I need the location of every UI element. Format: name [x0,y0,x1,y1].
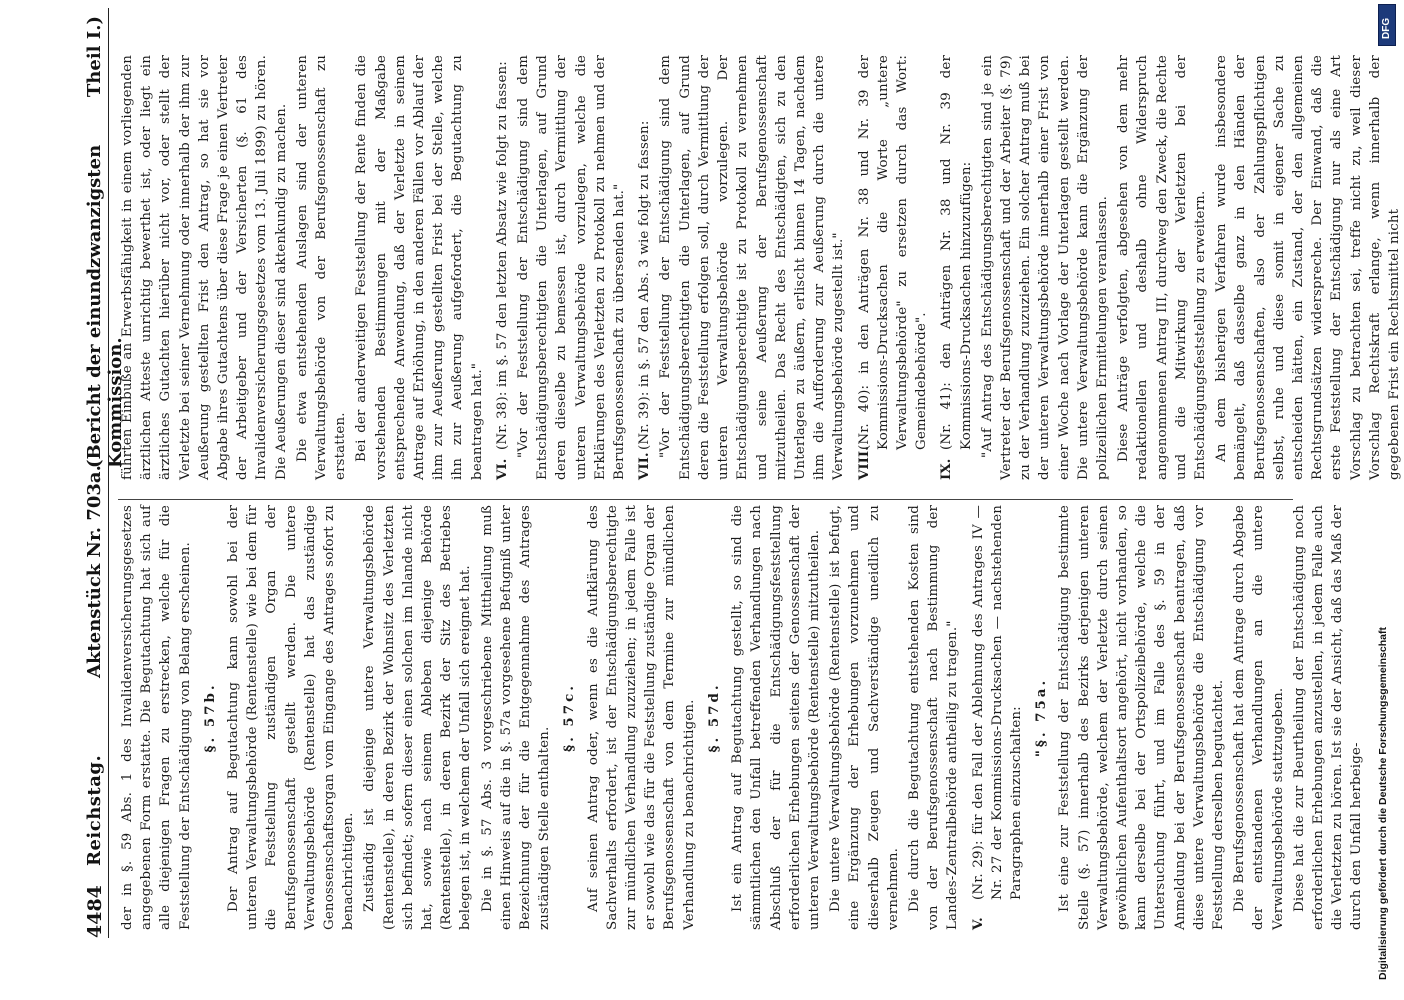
paragraph: Die Berufsgenossenschaft hat dem Antrage durch Abgabe der entstandenen Verhandlungen an die untere Verwaltungsbehörde stattzugeben. [1232,505,1286,930]
numbered-item [635,55,654,480]
paragraph: "Vor der Feststellung der Entschädigung sind dem Entschädigungsberechtigten die Unterlagen, auf Grund deren dieselbe zu bemessen ist, durch Vermittlung der unteren Verwaltungsbehörde vorzulegen, welche die Erklärungen des Verletzten zu Protokoll zu nehmen und der Berufsgenossenschaft zu übersenden hat." [516,55,628,480]
right-column [118,55,1402,480]
item-number: VII. [636,452,653,480]
paragraph: "Auf Antrag des Entschädigungsberechtigten sind je ein Vertreter der Berufsgenossenschaft und der Arbeiter (§. 79) zu der Verhandlung zuzuziehen. Ein solcher Antrag muß bei der unteren Verwaltungsbehörde innerhalb einer Frist von einer Woche nach Vorlage der Unterlagen gestellt werden. Die untere Verwaltungsbehörde kann die Ergänzung der polizeilichen Ermittelungen veranlassen. [979,55,1110,480]
paragraph: Ist eine zur Feststellung der Entschädigung bestimmte Stelle (§. 57) innerhalb des Bezirks derjenigen unteren Verwaltungsbehörde, welchem der Verletzte durch seinen gewöhnlichen Aufenthaltsort angehört, nicht vorhanden, so kann derselbe bei der Ortspolizeibehörde, welche die Untersuchung führt, und im Falle des §. 59 in der Anmeldung bei der Berufsgenossenschaft beantragen, daß diese untere Verwaltungsbehörde die Entschädigung vor Feststellung derselben begutachtet. [1057,505,1226,930]
side-credit [1375,0,1395,1000]
column-divider [118,499,1293,500]
item-text: (Nr. 29): für den Fall der Ablehnung des Antrages IV — Nr. 27 der Kommissions-Drucksachen — nachstehenden Paragraphen einzuschalten: [970,505,1024,900]
item-text: (Nr. 38): im §. 57 den letzten Absatz wie folgt zu fassen: [494,61,510,450]
paragraph: Diese Anträge verfolgten, abgesehen von dem mehr redaktionellen und deshalb ohne Widerspruch angenommenen Antrag III, durchweg den Zweck, die Rechte und die Mitwirkung der Verletzten bei der Entschädigungsfeststellung zu erweitern. [1116,55,1208,480]
header-document: Aktenstück Nr. 703a. [84,465,105,678]
dfg-logo-text: DFG [1381,17,1392,39]
paragraph: Auf seinen Antrag oder, wenn es die Aufklärung des Sachverhalts erfordert, ist der Entschädigungsberechtigte zur mündlichen Verhandlung zuzuziehen; in jedem Falle ist er sowohl wie das für die Feststellung zuständige Organ der Berufsgenossenschaft von dem Termine zur mündlichen Verhandlung zu benachrichtigen. [585,505,697,930]
paragraph: Die durch die Begutachtung entstehenden Kosten sind von der Berufsgenossenschaft nach Bestimmung der Landes-Zentralbehörde antheilig zu tragen." [906,505,961,930]
paragraph: Diese hat die zur Beurtheilung der Entschädigung noch erforderlichen Erhebungen anzustellen, in jedem Falle auch die Verletzten zu hören. Ist sie der Ansicht, daß das Maß der durch den Unfall herbeige- [1291,505,1365,930]
paragraph: Die in §. 57 Abs. 3 vorgeschriebene Mittheilung muß einen Hinweis auf die in §. 57a vorgesehene Befugniß unter Bezeichnung der für die Entgegennahme des Antrages zuständigen Stelle enthalten. [479,505,553,930]
left-column [118,505,1365,930]
item-number: IX. [938,458,955,480]
section-heading: §. 57d. [705,682,722,753]
header-rule [108,8,109,938]
side-credit-text: Digitalisierung gefördert durch die Deutsche Forschungsgemeinschaft [1377,627,1389,980]
item-number: VI. [493,458,510,480]
header-part: Theil I.) [84,16,105,98]
section-heading: §. 57b. [201,682,218,753]
item-text: (Nr. 40): in den Anträgen Nr. 38 und Nr. 39 der Kommissions-Drucksachen die Worte „untere Verwaltungsbehörde" zu ersetzen durch das Wort: Gemeindebehörde". [856,55,930,450]
paragraph: "Vor der Feststellung der Entschädigung sind dem Entschädigungsberechtigten die Unterlagen, auf Grund deren die Feststellung erfolgen soll, durch Vermittlung der unteren Verwaltungsbehörde vorzulegen. Der Entschädigungsberechtigte ist zu Protokoll zu vernehmen und seine Aeußerung der Berufsgenossenschaft mitzutheilen. Das Recht des Entschädigten, sich zu den Unterlagen zu äußern, erlischt binnen 14 Tagen, nachdem ihm die Aufforderung zur Aeußerung durch die untere Verwaltungsbehörde zugestellt ist." [658,55,847,480]
paragraph: Der Antrag auf Begutachtung kann sowohl bei der unteren Verwaltungsbehörde (Rentenstelle) wie bei dem für die Feststellung zuständigen Organ der Berufsgenossenschaft gestellt werden. Die untere Verwaltungsbehörde (Rentenstelle) hat das zuständige Genossenschaftsorgan vom Eingange des Antrages sofort zu benachrichtigen. [226,505,357,930]
numbered-item [493,55,512,480]
item-text: (Nr. 41): den Anträgen Nr. 38 und Nr. 39 der Kommissions-Drucksachen hinzuzufügen: [939,55,974,450]
paragraph: führten Einbuße an Erwerbsfähigkeit in einem vorliegenden ärztlichen Atteste unrichtig bewerthet ist, oder liegt ein ärztliches Gutachten hierüber nicht vor, oder stellt der Verletzte bei seiner Vernehmung oder innerhalb der ihm zur Aeußerung gestellten Frist den Antrag, so hat sie vor Abgabe ihres Gutachtens über diese Frage je einen Vertreter der Arbeitgeber und der Versicherten (§. 61 des Invalidenversicherungsgesetzes vom 13. Juli 1899) zu hören. Die Aeußerungen dieser sind aktenkundig zu machen. [120,55,289,480]
page-number: 4484 [84,885,106,938]
section-heading: §. 57c. [561,683,578,752]
header-report: (Bericht der einundzwanzigsten Kommission. [84,144,126,468]
paragraph: An dem bisherigen Verfahren wurde insbesondere bemängelt, daß dasselbe ganz in den Händen der Berufsgenossenschaften, also der Zahlungspflichtigen selbst, ruhe und diese somit in eigener Sache zu entscheiden hätten, ein Zustand, der den allgemeinen Rechtsgrundsätzen widerspreche. Der Einwand, daß die erste Feststellung der Entschädigung nur als eine Art Vorschlag zu betrachten sei, treffe nicht zu, weil dieser Vorschlag Rechtskraft erlange, wenn innerhalb der gegebenen Frist ein Rechtsmittel nicht [1214,55,1402,480]
page-header [78,8,126,938]
paragraph: Ist ein Antrag auf Begutachtung gestellt, so sind die sämmtlichen den Unfall betreffenden Verhandlungen nach Abschluß der für die Entschädigungsfeststellung erforderlichen Erhebungen seitens der Genossenschaft der unteren Verwaltungsbehörde (Rentenstelle) mitzutheilen. [730,505,822,930]
numbered-item [855,55,932,480]
paragraph: Die etwa entstehenden Auslagen sind der unteren Verwaltungsbehörde von der Berufsgenossenschaft zu erstatten. [294,55,349,480]
paragraph: Die untere Verwaltungsbehörde (Rentenstelle) ist befugt, eine Ergänzung der Erhebungen vorzunehmen und dieserhalb Zeugen und Sachverständige uneidlich zu vernehmen. [828,505,901,930]
numbered-item [937,55,975,480]
header-title: Reichstag. [84,754,105,866]
item-number: VIII. [855,446,872,480]
item-text: (Nr. 39): in §. 57 den Abs. 3 wie folgt zu fassen: [637,120,653,450]
item-number: V. [969,917,986,930]
paragraph: der in §. 59 Abs. 1 des Invalidenversicherungsgesetzes angegebenen Form erstatte. Die Begutachtung hat sich auf alle diejenigen Fragen zu erstrecken, welche für die Feststellung der Entschädigung von Belang erscheinen. [120,505,193,930]
paragraph: Bei der anderweitigen Feststellung der Rente finden die vorstehenden Bestimmungen mit der Maßgabe entsprechende Anwendung, daß der Verletzte in seinem Antrage auf Erhöhung, in den anderen Fällen vor Ablauf der ihm zur Aeußerung gestellten Frist bei der Stelle, welche ihn zur Aeußerung aufgefordert, die Begutachtung zu beantragen hat." [354,55,485,480]
paragraph: Zuständig ist diejenige untere Verwaltungsbehörde (Rentenstelle), in deren Bezirk der Wohnsitz des Verletzten sich befindet; sofern dieser einen solchen im Inlande nicht hat, sowie nach seinem Ableben diejenige Behörde (Rentenstelle), in deren Bezirk der Sitz des Betriebes belegen ist, in welchem der Unfall sich ereignet hat. [362,505,474,930]
section-heading: "§. 75a. [1033,677,1050,758]
numbered-item [969,505,1027,930]
